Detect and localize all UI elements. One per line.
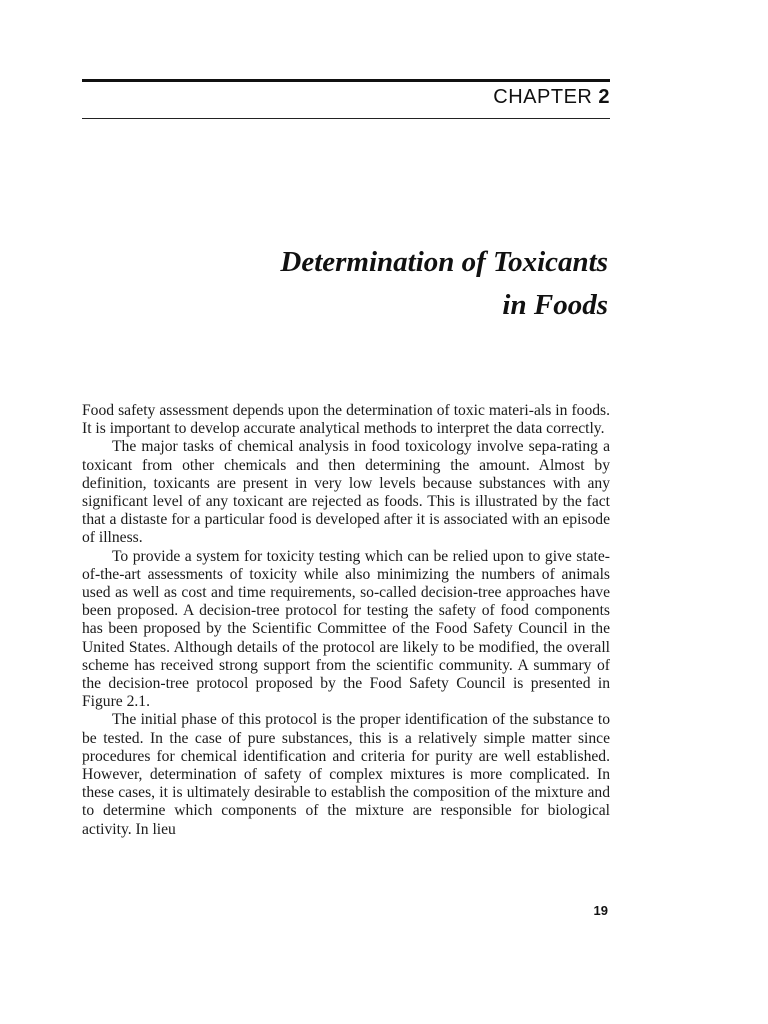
paragraph-3: To provide a system for toxicity testing which can be relied upon to give state-of-the-art assessments of toxicity while also minimizing the numbers of animals used as well as cost and time requirements, so-called decision-tree approaches have been proposed. A decision-tree protocol for testing the safety of food components has been proposed by the Scientific Committee of the Food Safety Council in the United States. Although details of the protocol are likely to be modified, the overall scheme has received strong support from the scientific community. A summary of the decision-tree protocol proposed by the Food Safety Council is presented in Figure 2.1. <box>82 547 610 711</box>
top-rule <box>82 79 610 82</box>
body-text <box>82 402 610 839</box>
chapter-title-line-2: in Foods <box>502 289 608 322</box>
chapter-word: CHAPTER <box>493 86 593 108</box>
chapter-label <box>493 86 610 109</box>
header-rule <box>82 118 610 119</box>
chapter-title-line-1: Determination of Toxicants <box>280 246 608 279</box>
paragraph-2: The major tasks of chemical analysis in food toxicology involve sepa-rating a toxicant from other chemicals and then determining the amount. Almost by definition, toxicants are present in very low levels because substances with any significant level of any toxicant are rejected as foods. This is illustrated by the fact that a distaste for a particular food is developed after it is associated with an episode of illness. <box>82 438 610 547</box>
page-number: 19 <box>593 903 608 918</box>
paragraph-1: Food safety assessment depends upon the determination of toxic materi-als in foods. It is important to develop accurate analytical methods to interpret the data correctly. <box>82 402 610 438</box>
chapter-number: 2 <box>598 86 610 108</box>
chapter-title <box>88 241 608 327</box>
paragraph-4: The initial phase of this protocol is the proper identification of the substance to be tested. In the case of pure substances, this is a relatively simple matter since procedures for chemical identification and criteria for purity are well established. However, determination of safety of complex mixtures is more complicated. In these cases, it is ultimately desirable to establish the composition of the mixture and to determine which components of the mixture are responsible for biological activity. In lieu <box>82 711 610 838</box>
